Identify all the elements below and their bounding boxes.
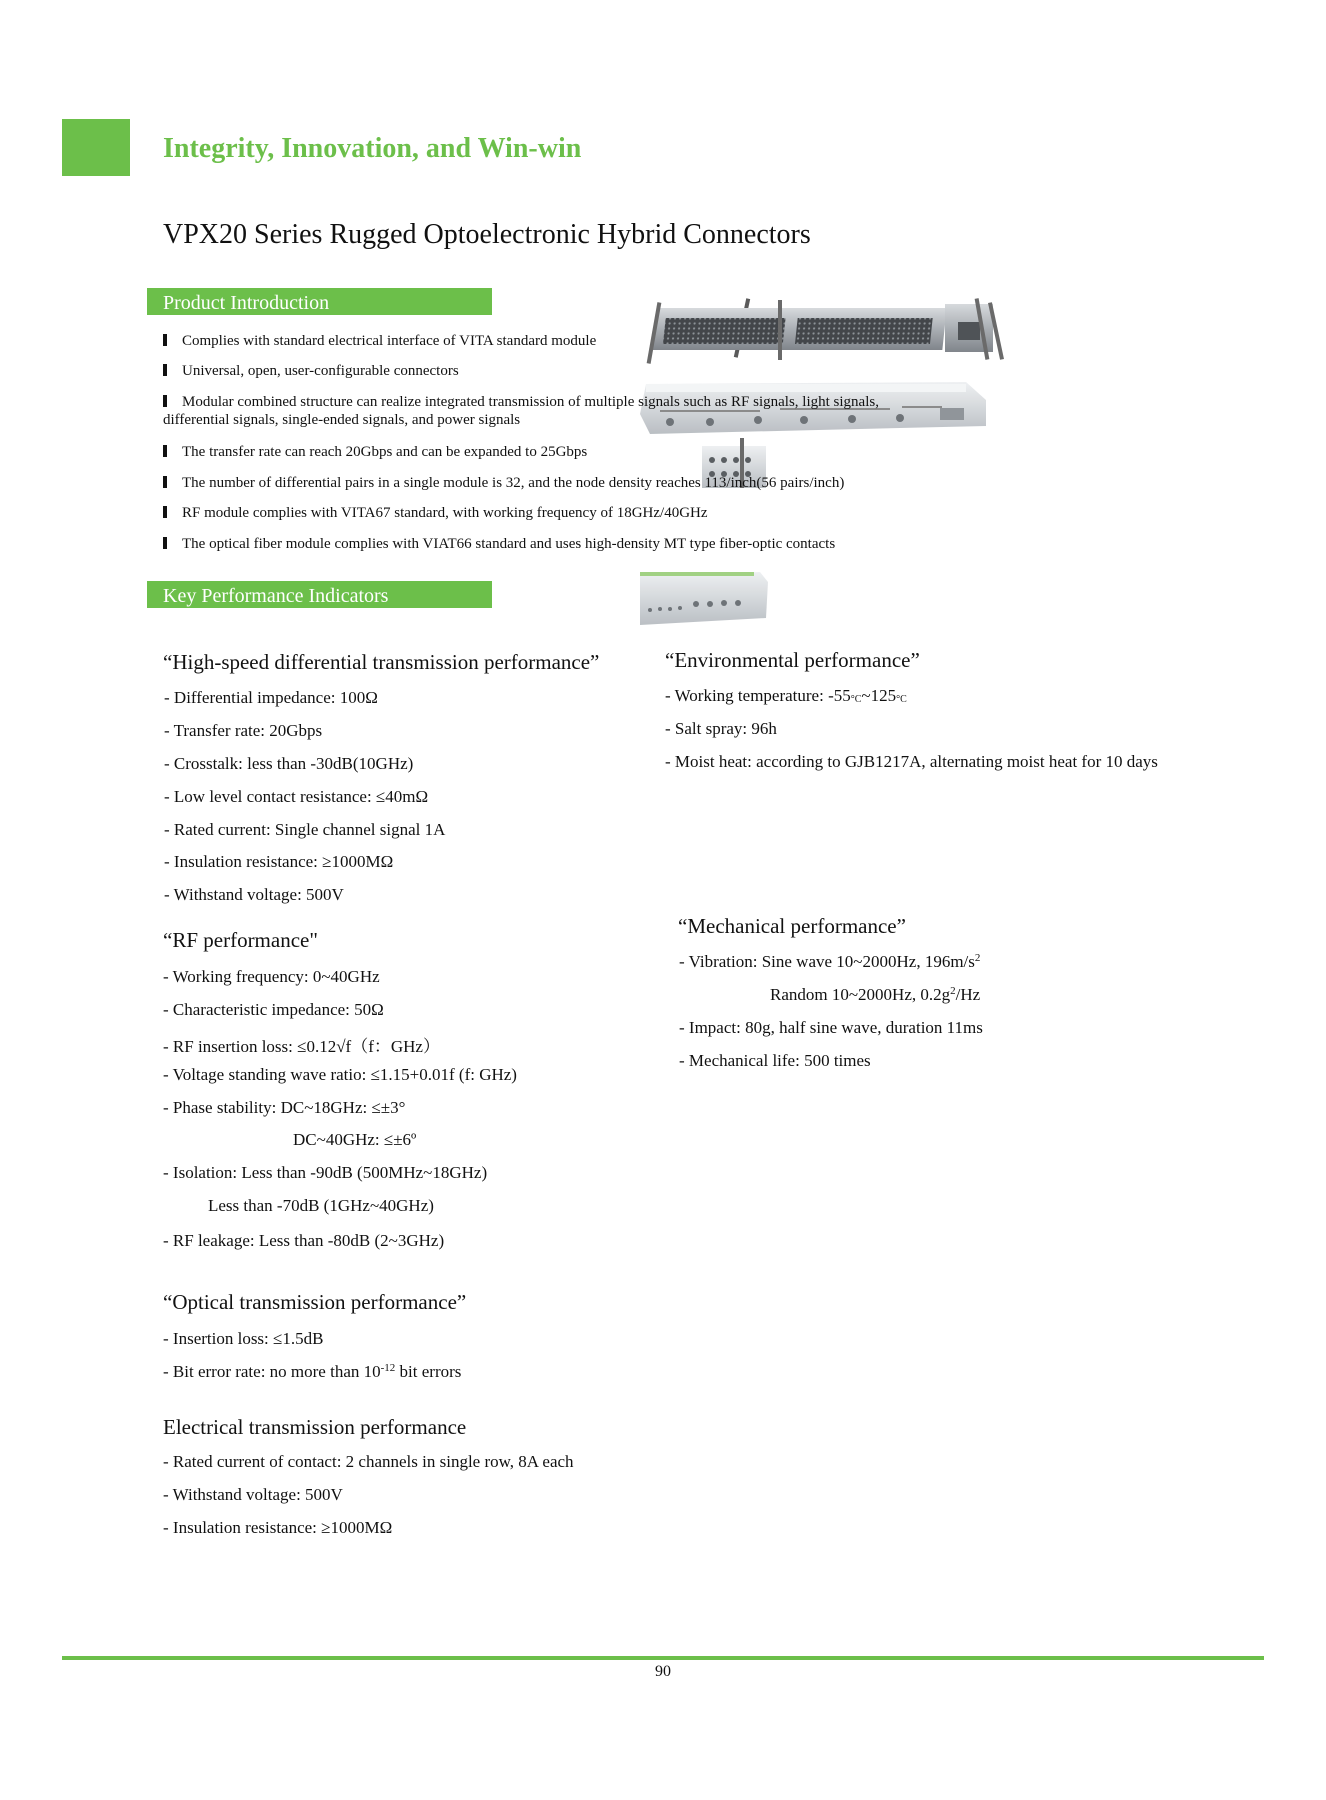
rf-heading: “RF performance" [163, 928, 318, 952]
spec-line: - Phase stability: DC~18GHz: ≤±3° [163, 1098, 406, 1117]
list-item: RF module complies with VITA67 standard, with working frequency of 18GHz/40GHz [163, 504, 708, 522]
spec-line: - Insulation resistance: ≥1000MΩ [163, 1518, 393, 1537]
list-item-continuation: differential signals, single-ended signals, and power signals [163, 412, 521, 428]
list-item: Complies with standard electrical interface of VITA standard module [163, 332, 596, 350]
spec-line: - RF leakage: Less than -80dB (2~3GHz) [163, 1231, 445, 1250]
spec-line: - Salt spray: 96h [665, 719, 777, 738]
mechanical-heading: “Mechanical performance” [678, 914, 906, 938]
spec-line: - Characteristic impedance: 50Ω [163, 1000, 384, 1019]
company-tagline: Integrity, Innovation, and Win-win [163, 133, 582, 164]
spec-line: DC~40GHz: ≤±6º [293, 1130, 417, 1149]
spec-line: - Rated current: Single channel signal 1A [164, 820, 446, 839]
connector-image [640, 296, 1120, 636]
spec-line: - Transfer rate: 20Gbps [164, 721, 323, 740]
spec-line-bit-error-rate: - Bit error rate: no more than $10^{-12}$ bit errors [163, 1362, 462, 1381]
spec-line: - Crosstalk: less than -30dB(10GHz) [164, 754, 414, 773]
optical-heading: “Optical transmission performance” [163, 1290, 467, 1314]
page-number: 90 [655, 1663, 671, 1680]
spec-line: - Moist heat: according to GJB1217A, alternating moist heat for 10 days [665, 752, 1158, 771]
spec-line-working-temperature: - Working temperature: $-55_{^\circ C}\sim 125_{^\circ C}$ [665, 686, 907, 705]
spec-line: - Withstand voltage: 500V [163, 1485, 343, 1504]
section-heading-key-performance-indicators: Key Performance Indicators [147, 581, 492, 608]
list-item: Modular combined structure can realize integrated transmission of multiple signals such as RF signals, light signals, [163, 393, 879, 411]
spec-line: - Impact: 80g, half sine wave, duration 11ms [679, 1018, 983, 1037]
page-title: VPX20 Series Rugged Optoelectronic Hybrid Connectors [163, 219, 811, 250]
list-item: The optical fiber module complies with VIAT66 standard and uses high-density MT type fiber-optic contacts [163, 535, 835, 553]
spec-line: - RF insertion loss: ≤0.12√f（f：GHz） [163, 1037, 440, 1056]
electrical-heading: Electrical transmission performance [163, 1415, 467, 1439]
section-heading-product-introduction: Product Introduction [147, 288, 492, 315]
spec-line: - Low level contact resistance: ≤40mΩ [164, 787, 429, 806]
spec-line: - Rated current of contact: 2 channels in single row, 8A each [163, 1452, 574, 1471]
spec-line: - Mechanical life: 500 times [679, 1051, 871, 1070]
spec-line: - Differential impedance: 100Ω [164, 688, 378, 707]
connector-images [640, 296, 1120, 636]
list-item: The transfer rate can reach 20Gbps and can be expanded to 25Gbps [163, 443, 587, 461]
spec-line-random: Random 10~2000Hz, $0.2g^2/Hz$ [770, 985, 981, 1004]
spec-line: - Voltage standing wave ratio: ≤1.15+0.01f (f: GHz) [163, 1065, 517, 1084]
spec-line: - Working frequency: 0~40GHz [163, 967, 380, 986]
environmental-heading: “Environmental performance” [665, 648, 920, 672]
list-item: The number of differential pairs in a single module is 32, and the node density reaches 113/inch(56 pairs/inch) [163, 474, 844, 492]
spec-line: Less than -70dB (1GHz~40GHz) [208, 1196, 434, 1215]
spec-line: - Insertion loss: ≤1.5dB [163, 1329, 324, 1348]
footer-divider [62, 1656, 1264, 1660]
spec-line: - Insulation resistance: ≥1000MΩ [164, 852, 394, 871]
spec-line: - Withstand voltage: 500V [164, 885, 344, 904]
spec-line: - Isolation: Less than -90dB (500MHz~18GHz) [163, 1163, 488, 1182]
header-accent-block [62, 119, 130, 176]
spec-line-vibration: - Vibration: Sine wave 10~2000Hz, $196m/s^2$ [679, 952, 981, 971]
highspeed-heading: “High-speed differential transmission performance” [163, 650, 600, 674]
list-item: Universal, open, user-configurable connectors [163, 362, 459, 380]
